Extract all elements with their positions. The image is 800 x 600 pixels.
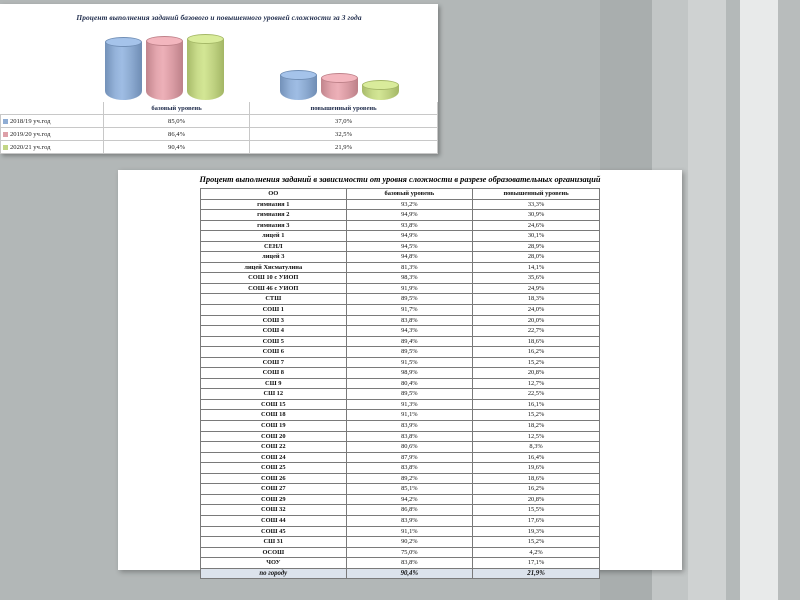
cell-advanced-level: 18,6% <box>473 336 600 347</box>
cell-organization: СОШ 10 с УИОП <box>201 273 347 284</box>
column-header-advanced: повышенный уровень <box>473 189 600 200</box>
column-header-oo: ОО <box>201 189 347 200</box>
table-total-row <box>201 568 600 579</box>
cell-advanced-level: 15,5% <box>473 505 600 516</box>
cell-advanced-level: 17,6% <box>473 515 600 526</box>
cell-basic-level: 93,8% <box>346 220 473 231</box>
cell-basic-level: 83,9% <box>346 515 473 526</box>
cell-advanced-level: 15,2% <box>473 357 600 368</box>
cell-organization: гимназия 3 <box>201 220 347 231</box>
cell-advanced-level: 24,9% <box>473 283 600 294</box>
chart-title: Процент выполнения заданий базового и повышенного уровней сложности за 3 года <box>76 13 362 22</box>
bar-cylinder-top <box>280 70 317 80</box>
cell-advanced-level: 18,3% <box>473 294 600 305</box>
cell-advanced-level: 12,5% <box>473 431 600 442</box>
table-row <box>201 442 600 453</box>
cell-organization: гимназия 1 <box>201 199 347 210</box>
chart-category-row <box>1 102 438 115</box>
table-row <box>201 558 600 569</box>
table-row <box>201 315 600 326</box>
background-stripe <box>778 0 800 600</box>
cell-organization: СОШ 5 <box>201 336 347 347</box>
chart-series-row <box>1 128 438 141</box>
cell-advanced-level: 18,2% <box>473 421 600 432</box>
cell-basic-level: 89,5% <box>346 294 473 305</box>
table-row <box>201 336 600 347</box>
organizations-table <box>200 188 600 579</box>
cell-organization: СОШ 7 <box>201 357 347 368</box>
chart-value-2018-19-advanced: 37,0% <box>250 115 438 128</box>
cell-basic-level: 90,2% <box>346 537 473 548</box>
chart-value-2020-21-basic: 90,4% <box>104 141 250 154</box>
cell-organization: СОШ 20 <box>201 431 347 442</box>
cell-organization: СОШ 18 <box>201 410 347 421</box>
cell-advanced-level: 30,1% <box>473 231 600 242</box>
cell-advanced-level: 8,3% <box>473 442 600 453</box>
cell-basic-level: 98,3% <box>346 273 473 284</box>
cell-advanced-level: 12,7% <box>473 378 600 389</box>
cell-basic-level: 91,1% <box>346 526 473 537</box>
cell-advanced-level: 14,1% <box>473 262 600 273</box>
bar-cylinder <box>321 78 358 100</box>
legend-swatch-icon <box>3 119 8 124</box>
table-row <box>201 389 600 400</box>
cell-basic-level: 94,3% <box>346 326 473 337</box>
cell-advanced-level: 35,6% <box>473 273 600 284</box>
table-row <box>201 547 600 558</box>
cell-organization: СШ 12 <box>201 389 347 400</box>
cell-basic-level: 94,9% <box>346 231 473 242</box>
legend-label: 2020/21 уч.год <box>10 143 51 151</box>
cell-advanced-level: 22,5% <box>473 389 600 400</box>
cell-organization: СОШ 4 <box>201 326 347 337</box>
cell-organization: СОШ 25 <box>201 463 347 474</box>
chart-plot-area <box>0 28 438 100</box>
chart-value-2020-21-advanced: 21,9% <box>250 141 438 154</box>
cell-organization: СОШ 24 <box>201 452 347 463</box>
cell-advanced-level: 20,8% <box>473 368 600 379</box>
cell-advanced-level: 24,0% <box>473 305 600 316</box>
cell-organization: лицей Хисматулина <box>201 262 347 273</box>
table-row <box>201 283 600 294</box>
cell-organization: СОШ 44 <box>201 515 347 526</box>
cell-organization: СОШ 29 <box>201 494 347 505</box>
cell-organization: СОШ 8 <box>201 368 347 379</box>
cell-advanced-level: 4,2% <box>473 547 600 558</box>
chart-card <box>0 4 438 154</box>
table-row <box>201 231 600 242</box>
table-row <box>201 526 600 537</box>
cell-basic-level: 80,4% <box>346 378 473 389</box>
cell-organization: СОШ 19 <box>201 421 347 432</box>
cell-advanced-level: 28,0% <box>473 252 600 263</box>
cell-advanced-level: 16,2% <box>473 347 600 358</box>
cell-basic-level: 83,8% <box>346 463 473 474</box>
table-row <box>201 537 600 548</box>
table-row <box>201 273 600 284</box>
chart-value-2019-20-basic: 86,4% <box>104 128 250 141</box>
table-row <box>201 199 600 210</box>
cell-basic-level: 91,5% <box>346 357 473 368</box>
cell-organization: СТШ <box>201 294 347 305</box>
cell-organization: СОШ 3 <box>201 315 347 326</box>
cell-basic-level: 86,8% <box>346 505 473 516</box>
cell-basic-level: 89,2% <box>346 473 473 484</box>
table-card <box>118 170 682 577</box>
cell-organization: СОШ 46 с УИОП <box>201 283 347 294</box>
table-row <box>201 241 600 252</box>
legend-swatch-icon <box>3 145 8 150</box>
bar-cylinder-body <box>146 41 183 100</box>
table-row <box>201 484 600 495</box>
cell-basic-level: 89,4% <box>346 336 473 347</box>
legend-swatch-icon <box>3 132 8 137</box>
table-row <box>201 210 600 221</box>
column-header-basic: базовый уровень <box>346 189 473 200</box>
cell-organization: гимназия 2 <box>201 210 347 221</box>
cell-organization: СЕНЛ <box>201 241 347 252</box>
cell-organization: СОШ 6 <box>201 347 347 358</box>
legend-item-2019-20 <box>1 128 104 141</box>
table-body <box>201 199 600 579</box>
cell-advanced-level: 30,9% <box>473 210 600 221</box>
bar-cylinder-top <box>187 34 224 44</box>
bar-cylinder <box>280 75 317 100</box>
cell-organization: ОСОШ <box>201 547 347 558</box>
cell-advanced-level: 18,6% <box>473 473 600 484</box>
chart-series-row <box>1 115 438 128</box>
cell-basic-level: 94,5% <box>346 241 473 252</box>
table-row <box>201 368 600 379</box>
cell-advanced-level: 16,2% <box>473 484 600 495</box>
cell-organization: ЧОУ <box>201 558 347 569</box>
cell-basic-level: 98,9% <box>346 368 473 379</box>
table-row <box>201 463 600 474</box>
bar-cylinder <box>362 85 399 100</box>
cell-basic-level: 91,7% <box>346 305 473 316</box>
cell-advanced-level: 19,3% <box>473 526 600 537</box>
cell-total-label: по городу <box>201 568 347 579</box>
chart-series-row <box>1 141 438 154</box>
chart-value-2018-19-basic: 85,0% <box>104 115 250 128</box>
table-row <box>201 347 600 358</box>
cell-basic-level: 91,9% <box>346 283 473 294</box>
cell-advanced-level: 20,8% <box>473 494 600 505</box>
table-row <box>201 326 600 337</box>
cell-organization: СОШ 27 <box>201 484 347 495</box>
table-row <box>201 399 600 410</box>
cell-advanced-level: 22,7% <box>473 326 600 337</box>
table-row <box>201 262 600 273</box>
bar-cylinder <box>187 39 224 100</box>
table-row <box>201 515 600 526</box>
cell-total-basic: 90,4% <box>346 568 473 579</box>
chart-category-basic: базовый уровень <box>104 102 250 115</box>
bar-group-advanced-level <box>280 75 399 100</box>
table-row <box>201 378 600 389</box>
chart-category-advanced: повышенный уровень <box>250 102 438 115</box>
cell-basic-level: 91,1% <box>346 410 473 421</box>
cell-basic-level: 83,9% <box>346 421 473 432</box>
table-row <box>201 410 600 421</box>
cell-organization: СОШ 22 <box>201 442 347 453</box>
cell-advanced-level: 19,6% <box>473 463 600 474</box>
chart-table-corner <box>1 102 104 115</box>
cell-basic-level: 81,3% <box>346 262 473 273</box>
cell-basic-level: 80,6% <box>346 442 473 453</box>
cell-basic-level: 75,0% <box>346 547 473 558</box>
cell-advanced-level: 20,0% <box>473 315 600 326</box>
cell-basic-level: 94,2% <box>346 494 473 505</box>
table-row <box>201 494 600 505</box>
background-stripe <box>726 0 740 600</box>
cell-organization: СОШ 26 <box>201 473 347 484</box>
cell-advanced-level: 24,6% <box>473 220 600 231</box>
cell-organization: СОШ 45 <box>201 526 347 537</box>
legend-label: 2019/20 уч.год <box>10 130 51 138</box>
table-row <box>201 357 600 368</box>
cell-total-advanced: 21,9% <box>473 568 600 579</box>
chart-value-2019-20-advanced: 32,5% <box>250 128 438 141</box>
table-row <box>201 252 600 263</box>
cell-basic-level: 94,9% <box>346 210 473 221</box>
cell-advanced-level: 28,9% <box>473 241 600 252</box>
table-row <box>201 305 600 316</box>
cell-basic-level: 94,8% <box>346 252 473 263</box>
cell-advanced-level: 17,1% <box>473 558 600 569</box>
legend-label: 2018/19 уч.год <box>10 117 51 125</box>
cell-basic-level: 83,8% <box>346 315 473 326</box>
cell-advanced-level: 16,1% <box>473 399 600 410</box>
background-stripe <box>688 0 726 600</box>
bar-cylinder <box>146 41 183 100</box>
cell-advanced-level: 15,2% <box>473 410 600 421</box>
table-row <box>201 505 600 516</box>
table-header-row <box>201 189 600 200</box>
cell-basic-level: 87,9% <box>346 452 473 463</box>
cell-advanced-level: 16,4% <box>473 452 600 463</box>
table-row <box>201 473 600 484</box>
cell-basic-level: 85,1% <box>346 484 473 495</box>
table-row <box>201 421 600 432</box>
cell-organization: СШ 9 <box>201 378 347 389</box>
bar-cylinder-body <box>105 42 142 100</box>
cell-basic-level: 83,8% <box>346 558 473 569</box>
table-row <box>201 220 600 231</box>
legend-item-2018-19 <box>1 115 104 128</box>
cell-advanced-level: 15,2% <box>473 537 600 548</box>
background-stripe <box>740 0 778 600</box>
bar-cylinder <box>105 42 142 100</box>
cell-basic-level: 89,5% <box>346 347 473 358</box>
cell-basic-level: 91,3% <box>346 399 473 410</box>
bar-cylinder-top <box>321 73 358 83</box>
table-row <box>201 431 600 442</box>
cell-basic-level: 83,8% <box>346 431 473 442</box>
table-heading: Процент выполнения заданий в зависимости от уровня сложности в разрезе образовательных организаций <box>199 175 601 184</box>
cell-organization: СШ 31 <box>201 537 347 548</box>
table-row <box>201 452 600 463</box>
cell-organization: лицей 1 <box>201 231 347 242</box>
table-row <box>201 294 600 305</box>
legend-item-2020-21 <box>1 141 104 154</box>
cell-advanced-level: 33,3% <box>473 199 600 210</box>
chart-value-table <box>0 102 438 154</box>
cell-organization: лицей 3 <box>201 252 347 263</box>
cell-basic-level: 89,5% <box>346 389 473 400</box>
cell-organization: СОШ 1 <box>201 305 347 316</box>
bar-group-basic-level <box>105 39 224 100</box>
bar-cylinder-body <box>187 39 224 100</box>
cell-organization: СОШ 15 <box>201 399 347 410</box>
cell-organization: СОШ 32 <box>201 505 347 516</box>
cell-basic-level: 93,2% <box>346 199 473 210</box>
